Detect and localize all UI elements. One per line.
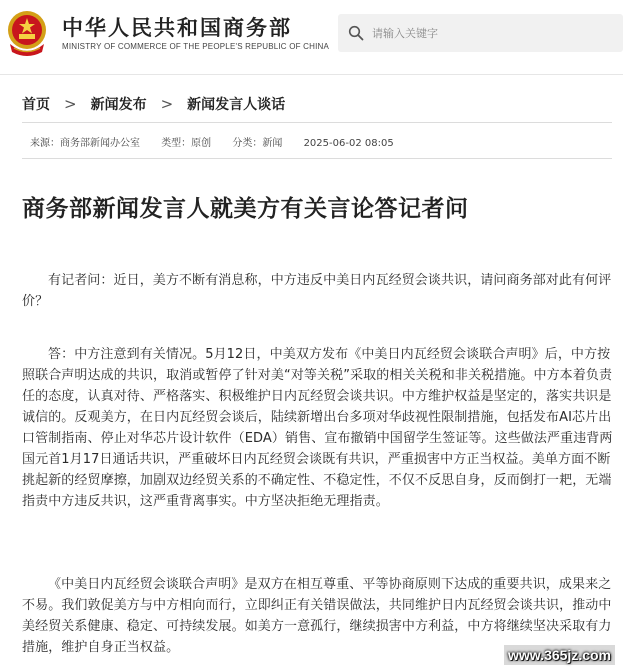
article-paragraph: 《中美日内瓦经贸会谈联合声明》是双方在相互尊重、平等协商原则下达成的重要共识，成果来之不易。我们敦促美方与中方相向而行，立即纠正有关错误做法，共同维护日内瓦经贸会谈共识，推动中美经贸关系健康、稳定、可持续发展。如美方一意孤行，继续损害中方利益，中方将继续坚决采取有力措施，维护自身正当权益。 xyxy=(22,577,612,655)
search-input[interactable]: 请输入关键字 xyxy=(372,27,438,40)
site-header xyxy=(0,0,623,72)
header-divider xyxy=(0,74,623,75)
breadcrumb-news-link[interactable]: 新闻发布 xyxy=(90,97,147,113)
breadcrumb-home-link[interactable]: 首页 xyxy=(22,97,50,113)
breadcrumb xyxy=(22,93,285,115)
breadcrumb-spokesperson-link[interactable]: 新闻发言人谈话 xyxy=(187,97,286,113)
meta-type: 类型：原创 xyxy=(161,138,212,149)
meta-divider xyxy=(22,158,612,159)
site-title[interactable]: 中华人民共和国商务部 xyxy=(62,16,292,40)
article-meta xyxy=(30,134,412,149)
search-box[interactable] xyxy=(338,14,623,52)
site-watermark: www.365jz.com xyxy=(504,645,615,665)
meta-datetime: 2025-06-02 08:05 xyxy=(303,138,394,149)
national-emblem-icon[interactable] xyxy=(4,8,50,58)
meta-source: 来源：商务部新闻办公室 xyxy=(30,138,140,149)
breadcrumb-separator: > xyxy=(64,95,77,113)
breadcrumb-divider xyxy=(22,122,612,123)
article-title: 商务部新闻发言人就美方有关言论答记者问 xyxy=(22,196,469,222)
meta-category: 分类：新闻 xyxy=(232,138,283,149)
article-paragraph: 有记者问：近日，美方不断有消息称，中方违反中美日内瓦经贸会谈共识，请问商务部对此有何评价？ xyxy=(22,273,612,309)
breadcrumb-separator: > xyxy=(160,95,174,113)
article-paragraph: 答：中方注意到有关情况。5月12日，中美双方发布《中美日内瓦经贸会谈联合声明》后，中方按照联合声明达成的共识，取消或暂停了针对美“对等关税”采取的相关关税和非关税措施。中方本着负责任的态度，认真对待、严格落实、积极维护日内瓦经贸会谈共识。中方维护权益是坚定的，落实共识是诚信的。反观美方，在日内瓦经贸会谈后，陆续新增出台多项对华歧视性限制措施，包括发布AI芯片出口管制指南、停止对华芯片设计软件（EDA）销售、宣布撤销中国留学生签证等。这些做法严重违背两国元首1月17日通话共识，严重破坏日内瓦经贸会谈既有共识，严重损害中方正当权益。美单方面不断挑起新的经贸摩擦，加剧双边经贸关系的不确定性、不稳定性，不仅不反思自身，反而倒打一耙，无端指责中方违反共识，这严重背离事实。中方坚决拒绝无理指责。 xyxy=(22,347,613,509)
site-subtitle: MINISTRY OF COMMERCE OF THE PEOPLE'S REPUBLIC OF CHINA xyxy=(62,42,330,51)
search-icon[interactable] xyxy=(348,25,364,41)
